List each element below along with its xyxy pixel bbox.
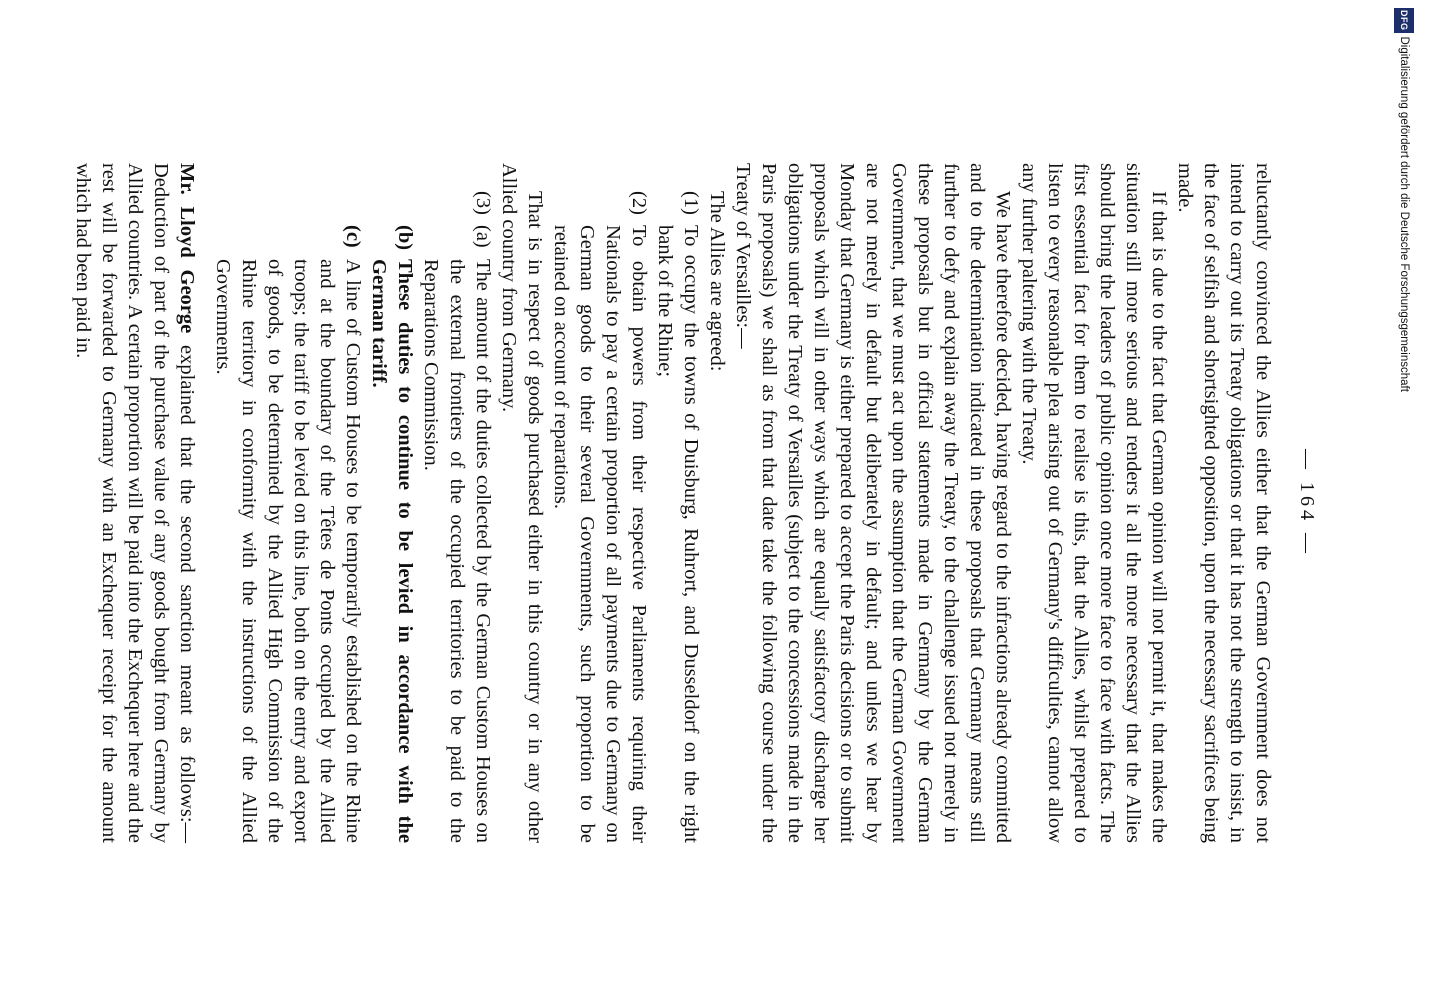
list-item-3b-letter: (b) [394,225,416,251]
digitization-credit-text: Digitalisierung gefördert durch die Deutsche Forschungsgemeinschaft [1398,36,1410,392]
list-item-1 [652,191,704,843]
paragraph-6-text: explained that the second sanction meant as follows:— Deduction of part of the purchase value of any goods bought from Germany by Allied countries. A certain proportion will be paid into the Exchequer here and the rest will be forwarded to Germany with an Exchequer receipt for the amount which had been paid in. [72,163,198,844]
paragraph-1: reluctantly convinced the Allies either that the German Government does not intend to carry out its Treaty obligations or that it has not the strength to insist, in the face of selfish and shortsighted opposition, upon the necessary sacrifices being made. [1174,163,1274,843]
list-item-3b [366,225,418,843]
list-item-1-text: To occupy the towns of Duisburg, Ruhrort, and Dusseldorf on the right bank of the Rhine; [654,225,702,843]
digitization-credit [1394,8,1414,392]
speaker-name: Mr. Lloyd George [176,163,198,334]
list-item-3c-text: A line of Custom Houses to be temporarily established on the Rhine and at the boundary of the Têtes de Ponts occupied by the Allied troops; the tariff to be levied on this line, both on the entry and export of goods, to be determined by the Allied High Commission of the Rhine territory in conformity with the instructions of the Allied Governments. [212,259,364,843]
paragraph-4: The Allies are agreed: [706,191,728,372]
paragraph-3: We have therefore decided, having regard to the infractions already committed and to the determination indicated in these proposals that Germany means still further to defy and explain away the Treaty, to the challenge issued not merely in these proposals but in official statements made in Germany by the German Government, that we must act upon the assumption that the German Government are not merely in default but deliberately in default; and unless we hear by Monday that Germany is either prepared to accept the Paris decisions or to submit proposals which will in other ways which are equally satisfactory discharge her obligations under the Treaty of Versailles (subject to the concessions made in the Paris proposals) we shall as from that date take the following course under the Treaty of Versailles:— [732,163,1014,843]
list-item-3a-text: The amount of the duties collected by the German Custom Houses on the external frontiers of the occupied territories to be paid to the Reparations Commission. [420,259,494,843]
list-item-3a [418,191,496,843]
rotated-text-body [72,163,1320,844]
page-number-header: — 164 — [1296,449,1318,557]
list-item-3a-letter: (a) [472,225,494,248]
list-item-3-number: (3) [472,191,494,215]
list-item-2 [548,191,652,843]
paragraph-6 [70,163,200,843]
dfg-logo: DFG [1394,8,1414,33]
paragraph-5: That is in respect of goods purchased either in this country or in any other Allied country from Germany. [498,163,546,843]
list-item-2-text: To obtain powers from their respective Parliaments requiring their Nationals to pay a certain proportion of all payments due to Germany on German goods to their several Governments, such proportion to be retained on account of reparations. [550,225,650,843]
paragraph-2: If that is due to the fact that German opinion will not permit it, that makes the situation still more serious and renders it all the more necessary that the Allies should bring the leaders of public opinion once more face to face with facts. The first essential fact for them to realise is this, that the Allies, whilst prepared to listen to every reasonable plea arising out of Germany's difficulties, cannot allow any further paltering with the Treaty. [1018,163,1170,843]
list-item-2-number: (2) [628,191,650,215]
list-item-3b-text: These duties to continue to be levied in accordance with the German tariff. [368,259,416,843]
list-item-3c [210,225,366,843]
list-item-3c-letter: (c) [342,225,364,248]
list-item-1-number: (1) [680,191,702,215]
